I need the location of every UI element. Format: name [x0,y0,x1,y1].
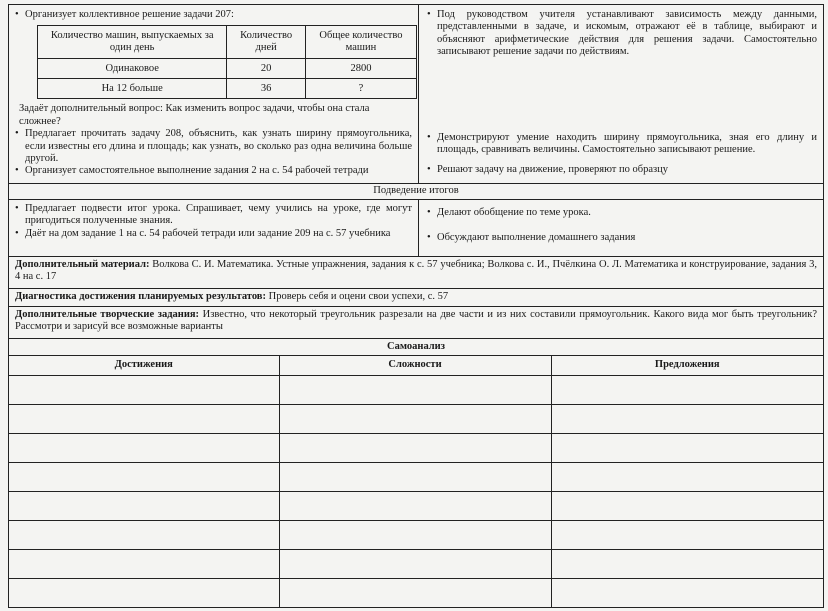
self-analysis-table [9,356,823,607]
summary-section [9,200,823,257]
motion-task-text: • Решают задачу на движение, проверяют по образцу [427,164,817,176]
summary-student-column [419,200,823,257]
table-cell: Одинаковое [38,59,227,79]
table-cell[interactable] [9,434,279,463]
summary-title: Подведение итогов [9,183,823,200]
diagnostics [9,289,823,307]
table-cell[interactable] [9,405,279,434]
table-cell[interactable] [279,463,551,492]
summary-right-2: • Обсуждают выполнение домашнего задания [427,232,817,244]
table-row [9,463,823,492]
table-row [38,79,417,99]
additional-material-text: Волкова С. И. Математика. Устные упражнения, задания к с. 57 учебника; Волкова с. И., Пчёлкина О. Л. Математика и конструирование, задания 3, 4 на с. 17 [15,259,817,283]
table-cell[interactable] [9,376,279,405]
table-cell[interactable] [279,521,551,550]
table-row [9,376,823,405]
table-cell[interactable] [9,550,279,579]
table-cell: 2800 [305,59,416,79]
table-header: Общее количество машин [305,26,416,59]
machines-table [37,25,417,99]
table-cell[interactable] [551,405,823,434]
table-cell[interactable] [9,521,279,550]
table-cell: 36 [227,79,306,99]
creative-tasks-label: Дополнительные творческие задания: [15,309,200,320]
table-cell[interactable] [279,376,551,405]
table-cell[interactable] [279,405,551,434]
table-row [9,521,823,550]
task-208-text: • Предлагает прочитать задачу 208, объяснить, как узнать ширину прямоугольника, если известны его длина и площадь; как узнать, во сколько раз одна величина больше другой. [15,128,412,165]
summary-teacher-column [9,200,419,257]
rectangle-width-text: • Демонстрируют умение находить ширину прямоугольника, зная его длину и площадь, сравнивать величины. Самостоятельно записывают решение. [427,132,817,157]
table-row [9,550,823,579]
diagnostics-text: Проверь себя и оцени свои успехи, с. 57 [265,291,449,302]
table-cell[interactable] [279,492,551,521]
table-cell[interactable] [551,492,823,521]
creative-tasks-text: Известно, что некоторый треугольник разрезали на две части и из них составили прямоугольник. Какого вида мог быть треугольник? Рассмотри и зарисуй все возможные варианты [15,309,817,333]
self-analysis-title: Самоанализ [9,339,823,356]
table-row [9,405,823,434]
diagnostics-label: Диагностика достижения планируемых результатов: [15,291,266,302]
difficulties-header: Сложности [279,356,551,376]
achievements-header: Достижения [9,356,279,376]
table-cell[interactable] [551,550,823,579]
table-row [38,59,417,79]
table-cell[interactable] [279,434,551,463]
creative-tasks [9,307,823,339]
table-cell[interactable] [9,579,279,608]
teacher-activity-column [9,5,419,183]
lesson-activities [9,5,823,184]
task-2-text: • Организует самостоятельное выполнение задания 2 на с. 54 рабочей тетради [15,165,412,177]
table-cell[interactable] [279,579,551,608]
summary-left-2: • Даёт на дом задание 1 на с. 54 рабочей тетради или задание 209 на с. 57 учебника [15,228,412,240]
summary-right-1: • Делают обобщение по теме урока. [427,207,817,219]
suggestions-header: Предложения [551,356,823,376]
student-activity-column [419,5,823,183]
table-header: Количество машин, выпускаемых за один день [38,26,227,59]
table-header: Количество дней [227,26,306,59]
additional-material-label: Дополнительный материал: [15,259,150,270]
table-cell[interactable] [9,463,279,492]
table-cell[interactable] [551,579,823,608]
table-row [9,434,823,463]
table-cell: ? [305,79,416,99]
additional-material [9,257,823,289]
table-cell[interactable] [551,463,823,492]
table-cell[interactable] [9,492,279,521]
organize-task-207: • Организует коллективное решение задачи 207: [15,9,412,21]
table-cell[interactable] [279,550,551,579]
dependency-text: • Под руководством учителя устанавливают зависимость между данными, представленными в задаче, и искомым, отражают её в таблице, выбирают и объясняют арифметические действия для решения задачи. Самостоятельно записывают решение задачи по действиям. [427,9,817,59]
summary-left-1: • Предлагает подвести итог урока. Спрашивает, чему учились на уроке, где могут пригодиться полученные знания. [15,203,412,228]
table-row [9,492,823,521]
table-row [9,579,823,608]
table-cell[interactable] [551,434,823,463]
lesson-plan-sheet [8,4,824,608]
table-cell[interactable] [551,521,823,550]
table-cell: 20 [227,59,306,79]
table-cell[interactable] [551,376,823,405]
additional-question: Задаёт дополнительный вопрос: Как изменить вопрос задачи, чтобы она стала сложнее? [19,103,370,127]
table-cell: На 12 больше [38,79,227,99]
